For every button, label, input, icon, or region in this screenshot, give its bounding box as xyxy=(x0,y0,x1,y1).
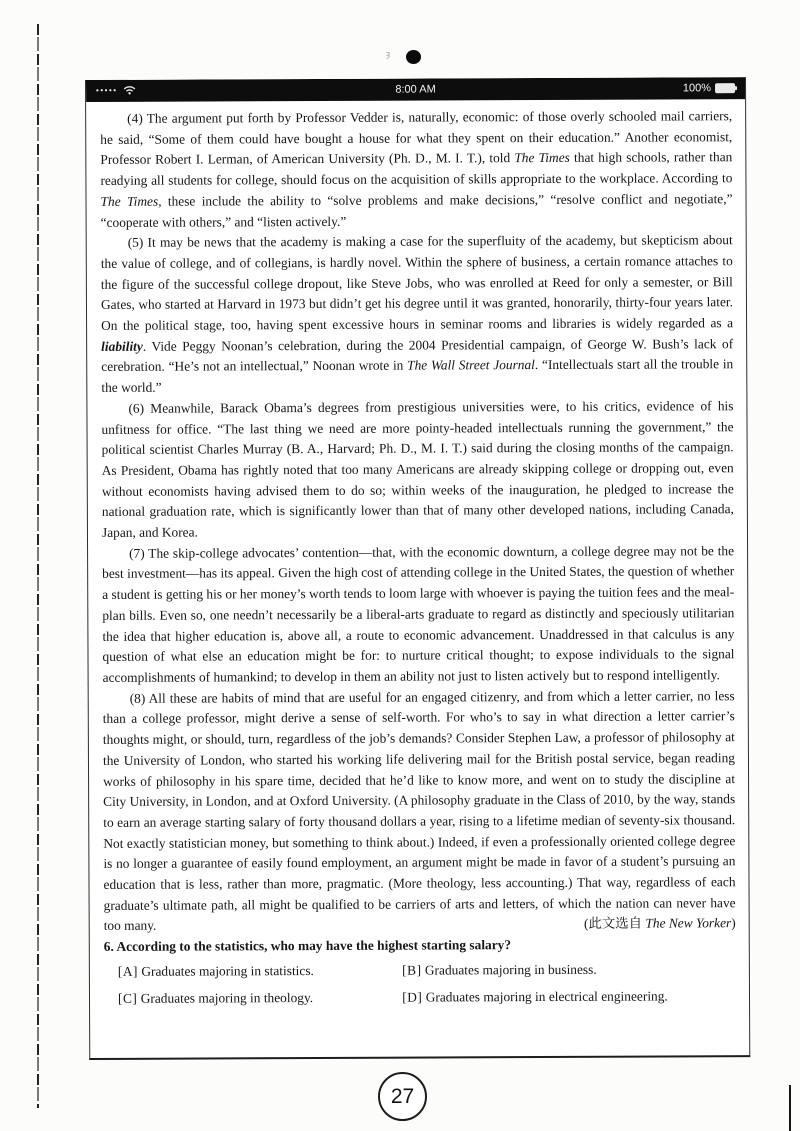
source-attribution: (此文选自 The New Yorker) xyxy=(583,915,736,932)
tablet-frame xyxy=(85,77,750,1060)
paragraph: (6) Meanwhile, Barack Obama’s degrees from prestigious universities were, to his critics, evidence of his unfitness for office. “The last thing we need are more pointy-headed intellectuals running the government,” the political scientist Charles Murray (B. A., Harvard; Ph. D., M. I. T.) said during the closing months of the campaign. As President, Obama has rightly noted that too many Americans are already skipping college or dropping out, even without economists having advised them to do so; within weeks of the inauguration, he pledged to increase the national graduation rate, which is significantly lower than that of many other developed nations, including Canada, Japan, and Korea. xyxy=(101,398,734,540)
question xyxy=(104,934,736,957)
page-edge-line xyxy=(789,1085,791,1131)
question-number: 6. xyxy=(103,939,114,955)
signal-dots-icon: ••••• xyxy=(96,85,118,95)
option-text: Graduates majoring in electrical engineering. xyxy=(422,988,668,1005)
print-artifact-mark: ȝ xyxy=(386,49,390,59)
article-body xyxy=(100,106,736,937)
status-bar xyxy=(86,77,745,102)
paragraph: (7) The skip-college advocates’ contention—that, with the economic downturn, a college degree may not be the best investment—has its appeal. Given the high cost of attending college in the United States, the question of whether a student is getting his or her money’s worth tends to loom large with whoever is paying the tuition fees and the meal-plan bills. Even so, one needn’t necessarily be a liberal-arts graduate to regard as distinctly and speciously utilitarian the idea that higher education is, above all, a route to economic advancement. Unaddressed in that calculus is any question of what else an education might be for: to nurture critical thought; to expose individuals to the signal accomplishments of humankind; to develop in them an ability not just to listen actively but to respond intelligently. xyxy=(102,542,735,685)
battery-percent: 100% xyxy=(682,82,712,95)
paragraph: (4) The argument put forth by Professor Vedder is, naturally, economic: of those overly schooled mail carriers, he said, “Some of them could have bought a house for what they spent on their education.” Another economist, Professor Robert I. Lerman, of American University (Ph. D., M. I. T.), told The Times that high schools, rather than readying all students for college, should focus on the acquisition of skills appropriate to the workplace. According to The Times, these include the ability to “solve problems and make decisions,” “resolve conflict and negotiate,” “cooperate with others,” and “listen actively.” xyxy=(100,108,733,230)
option-label: [D] xyxy=(402,989,423,1005)
status-bar-right xyxy=(683,82,735,94)
option-D[interactable] xyxy=(402,982,736,1010)
battery-icon xyxy=(715,83,735,93)
wifi-icon xyxy=(123,84,136,97)
paragraph: (8) All these are habits of mind that are useful for an engaged citizenry, and from which a letter carrier, no less than a college professor, might derive a sense of self-worth. For who’s to say in what direction a letter carrier’s thoughts might, or should, turn, regardless of the job’s demands? Consider Stephen Law, a professor of philosophy at the University of London, who started his working life delivering mail for the British postal service, began reading works of philosophy in his spare time, decided that he’d like to know more, and went on to study the discipline at City University, in London, and at Oxford University. (A philosophy graduate in the Class of 2010, by the way, stands to earn an average starting salary of forty thousand dollars a year, rising to a lifetime median of seventy-six thousand. Not exactly statistician money, but something to think about.) Indeed, if even a professionally oriented college degree is no longer a guarantee of easily found employment, an argument might be made in favor of a student’s pursuing an education that is less, rather than more, pragmatic. (More theology, less accounting.) That way, regardless of each graduate’s ultimate path, all might be qualified to be carriers of arts and letters, of which the nation can never have too many. (此文选自 The New Yorker) xyxy=(102,687,736,934)
camera-dot-icon xyxy=(406,50,421,64)
status-bar-left xyxy=(96,84,136,97)
status-bar-time: 8:00 AM xyxy=(395,83,436,96)
option-A[interactable] xyxy=(118,956,402,984)
option-label: [A] xyxy=(117,963,139,979)
option-text: Graduates majoring in statistics. xyxy=(137,962,314,979)
page-number-badge xyxy=(378,1072,427,1121)
option-label: [B] xyxy=(402,962,422,978)
options-grid xyxy=(104,955,736,1012)
option-C[interactable] xyxy=(118,983,402,1011)
option-B[interactable] xyxy=(402,955,736,983)
option-text: Graduates majoring in business. xyxy=(421,961,597,978)
book-spine-line xyxy=(37,24,39,1108)
article-content xyxy=(86,99,749,1012)
page-number: 27 xyxy=(390,1084,415,1108)
paragraph: (5) It may be news that the academy is making a case for the superfluity of the academy, but skepticism about the value of college, and of collegians, is hardly novel. Within the sphere of business, a certain romance attaches to the figure of the successful college dropout, like Steve Jobs, who was enrolled at Reed for only a semester, or Bill Gates, who started at Harvard in 1973 but didn’t get his degree until it was granted, honorarily, thirty-four years later. On the political stage, too, having spent excessive hours in seminar rooms and libraries is widely regarded as a liability. Vide Peggy Noonan’s celebration, during the 2004 Presidential campaign, of George W. Bush’s lack of cerebration. “He’s not an intellectual,” Noonan wrote in The Wall Street Journal. “Intellectuals start all the trouble in the world.” xyxy=(100,232,734,396)
option-text: Graduates majoring in theology. xyxy=(137,989,314,1006)
question-text: According to the statistics, who may have the highest starting salary? xyxy=(116,937,512,954)
option-label: [C] xyxy=(117,990,138,1006)
